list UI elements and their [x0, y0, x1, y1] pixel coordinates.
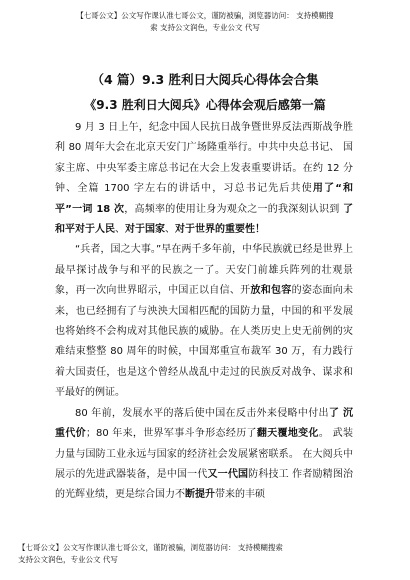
- page-header: [18, 10, 392, 34]
- bold-text-run: 对于世界的重要性！: [175, 224, 265, 236]
- bold-text-run: 断提升: [185, 489, 215, 501]
- bold-text-run: 翻天覆地变化: [256, 428, 319, 440]
- bold-text-run: 又一代国: [207, 468, 249, 480]
- document-title: （4 篇）9.3 胜利日大阅兵心得体会合集: [91, 72, 319, 87]
- document-subtitle: 《9.3 胜利日大阅兵》心得体会观后感第一篇: [84, 98, 326, 112]
- text-run: 80 年前，发展水平的落后使中国在反击外来侵略中付出: [75, 407, 329, 419]
- bold-text-run: 用了“和 平”一词 18 次: [55, 183, 354, 215]
- bold-text-run: 了和平对于人民: [55, 203, 353, 236]
- header-line-2: 索 支持公文润色，专业公文 代写: [150, 23, 260, 32]
- footer-line-2: 支持公文润色，专业公文 代写: [18, 555, 118, 564]
- bold-text-run: 对于国家: [125, 224, 165, 236]
- paragraph-2: [55, 240, 353, 403]
- text-run: 、: [165, 224, 175, 236]
- bold-text-run: 了 沉重代价: [55, 407, 354, 440]
- text-run: “兵者，国之大事。”早在两千多年前，中华民族就已经是世界上最早探讨战争与和平的民族之一了。天安门前雄兵阵列的壮观景象，再一次向世界昭示，中国正以自信、开: [55, 244, 353, 297]
- text-run: 防科技工 作者励精图治的光辉业绩，更是综合国力不: [55, 468, 354, 501]
- paragraph-1: [55, 118, 353, 240]
- footer-line-1: 【七哥公文】公文写作课认准七哥公文，谨防被骗，浏览器访问： 支持模糊搜索: [18, 543, 283, 552]
- paragraph-3: [55, 404, 353, 506]
- document-body: [55, 118, 353, 506]
- text-run: ，高频率的使用让身为观众之一的我深刻认识到: [124, 203, 343, 215]
- text-run: 、: [115, 224, 125, 236]
- bold-text-run: 放和包容: [250, 285, 292, 297]
- header-line-1: 【七哥公文】公文写作课认准七哥公文，谨防被骗，浏览器访问： 支持模糊搜: [76, 11, 334, 20]
- text-run: ；80 年来，世界军事斗争形态经历了: [86, 428, 257, 440]
- text-run: 9 月 3 日上午，纪念中国人民抗日战争暨世界反法西斯战争胜利 80 周年大会在北京天安门广场隆重举行。中共中央总书记、 国家主席、中央军委主席总书记在大会上发表重要讲话。在约 12 分钟、全篇 1700 字左右的讲话中，习总书记先后共使: [55, 122, 353, 195]
- page-footer: [18, 542, 392, 566]
- text-run: 。 武装力量与国防工业永远与国家的经济社会发展紧密联系。 在大阅兵中展示的先进武器装备，是中国一代: [55, 428, 354, 480]
- text-run: 的姿态面向未来，也已经拥有了与泱泱大国相匹配的国防力量，中国的和平发展也将始终不会构成对其他民族的威胁。在人类历史上史无前例的灾难结束整整 80 周年的时候，中国郑重宣布裁军 30 万，有力践行着大国责任，也是这个曾经从战乱中走过的民族反对战争、谋求和平最好的例证。: [55, 285, 354, 399]
- text-run: 带来的丰硕: [215, 489, 265, 501]
